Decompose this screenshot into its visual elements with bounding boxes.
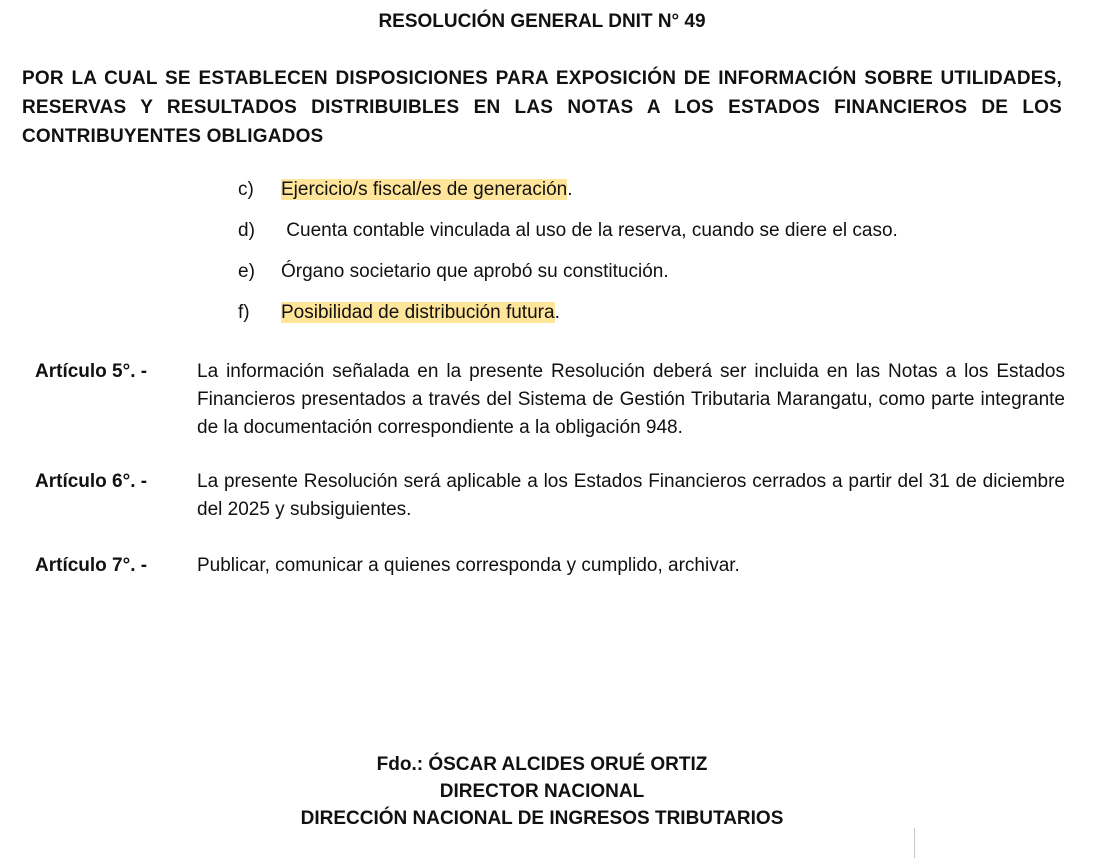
page-margin-rule [914,828,915,858]
list-item-d [238,217,1038,258]
signature-block [0,751,1084,832]
article-body: La presente Resolución será aplicable a los Estados Financieros cerrados a partir del 31 de diciembre del 2025 y subsiguientes. [197,471,1065,520]
document-title: RESOLUCIÓN GENERAL DNIT N° 49 [378,11,706,32]
document-subtitle: POR LA CUAL SE ESTABLECEN DISPOSICIONES PARA EXPOSICIÓN DE INFORMACIÓN SOBRE UTILIDADES, RESERVAS Y RESULTADOS DISTRIBUIBLES EN LAS NOTAS A LOS ESTADOS FINANCIEROS DE LOS CONTRIBUYENTES OBLIGADOS [22,68,1062,147]
list-item-suffix: . [567,179,573,200]
article-6 [35,468,1065,524]
article-label: Artículo 5°. - [35,361,148,382]
signatory-name: Fdo.: ÓSCAR ALCIDES ORUÉ ORTIZ [376,754,708,775]
highlighted-text: Ejercicio/s fiscal/es de generación [281,179,568,200]
article-7 [35,552,1065,580]
article-5 [35,358,1065,442]
requirements-list [238,176,1038,340]
list-item-e [238,258,1038,299]
article-body: Publicar, comunicar a quienes corresponda y cumplido, archivar. [197,555,740,576]
signatory-title: DIRECTOR NACIONAL [439,781,645,802]
list-marker: f) [238,302,250,323]
signatory-office: DIRECCIÓN NACIONAL DE INGRESOS TRIBUTARIOS [300,808,784,829]
list-item-text: Órgano societario que aprobó su constitución. [281,261,669,282]
list-item-suffix: . [554,302,560,323]
article-label: Artículo 7°. - [35,555,148,576]
list-item-text: Cuenta contable vinculada al uso de la reserva, cuando se diere el caso. [281,220,898,241]
list-item-c [238,176,1038,217]
highlighted-text: Posibilidad de distribución futura [281,302,555,323]
article-body: La información señalada en la presente Resolución deberá ser incluida en las Notas a los Estados Financieros presentados a través del Sistema de Gestión Tributaria Marangatu, como parte integrante de la documentación correspondiente a la obligación 948. [197,361,1065,438]
list-marker: c) [238,179,254,200]
list-item-f [238,299,1038,340]
article-label: Artículo 6°. - [35,471,148,492]
list-marker: d) [238,220,255,241]
list-marker: e) [238,261,255,282]
